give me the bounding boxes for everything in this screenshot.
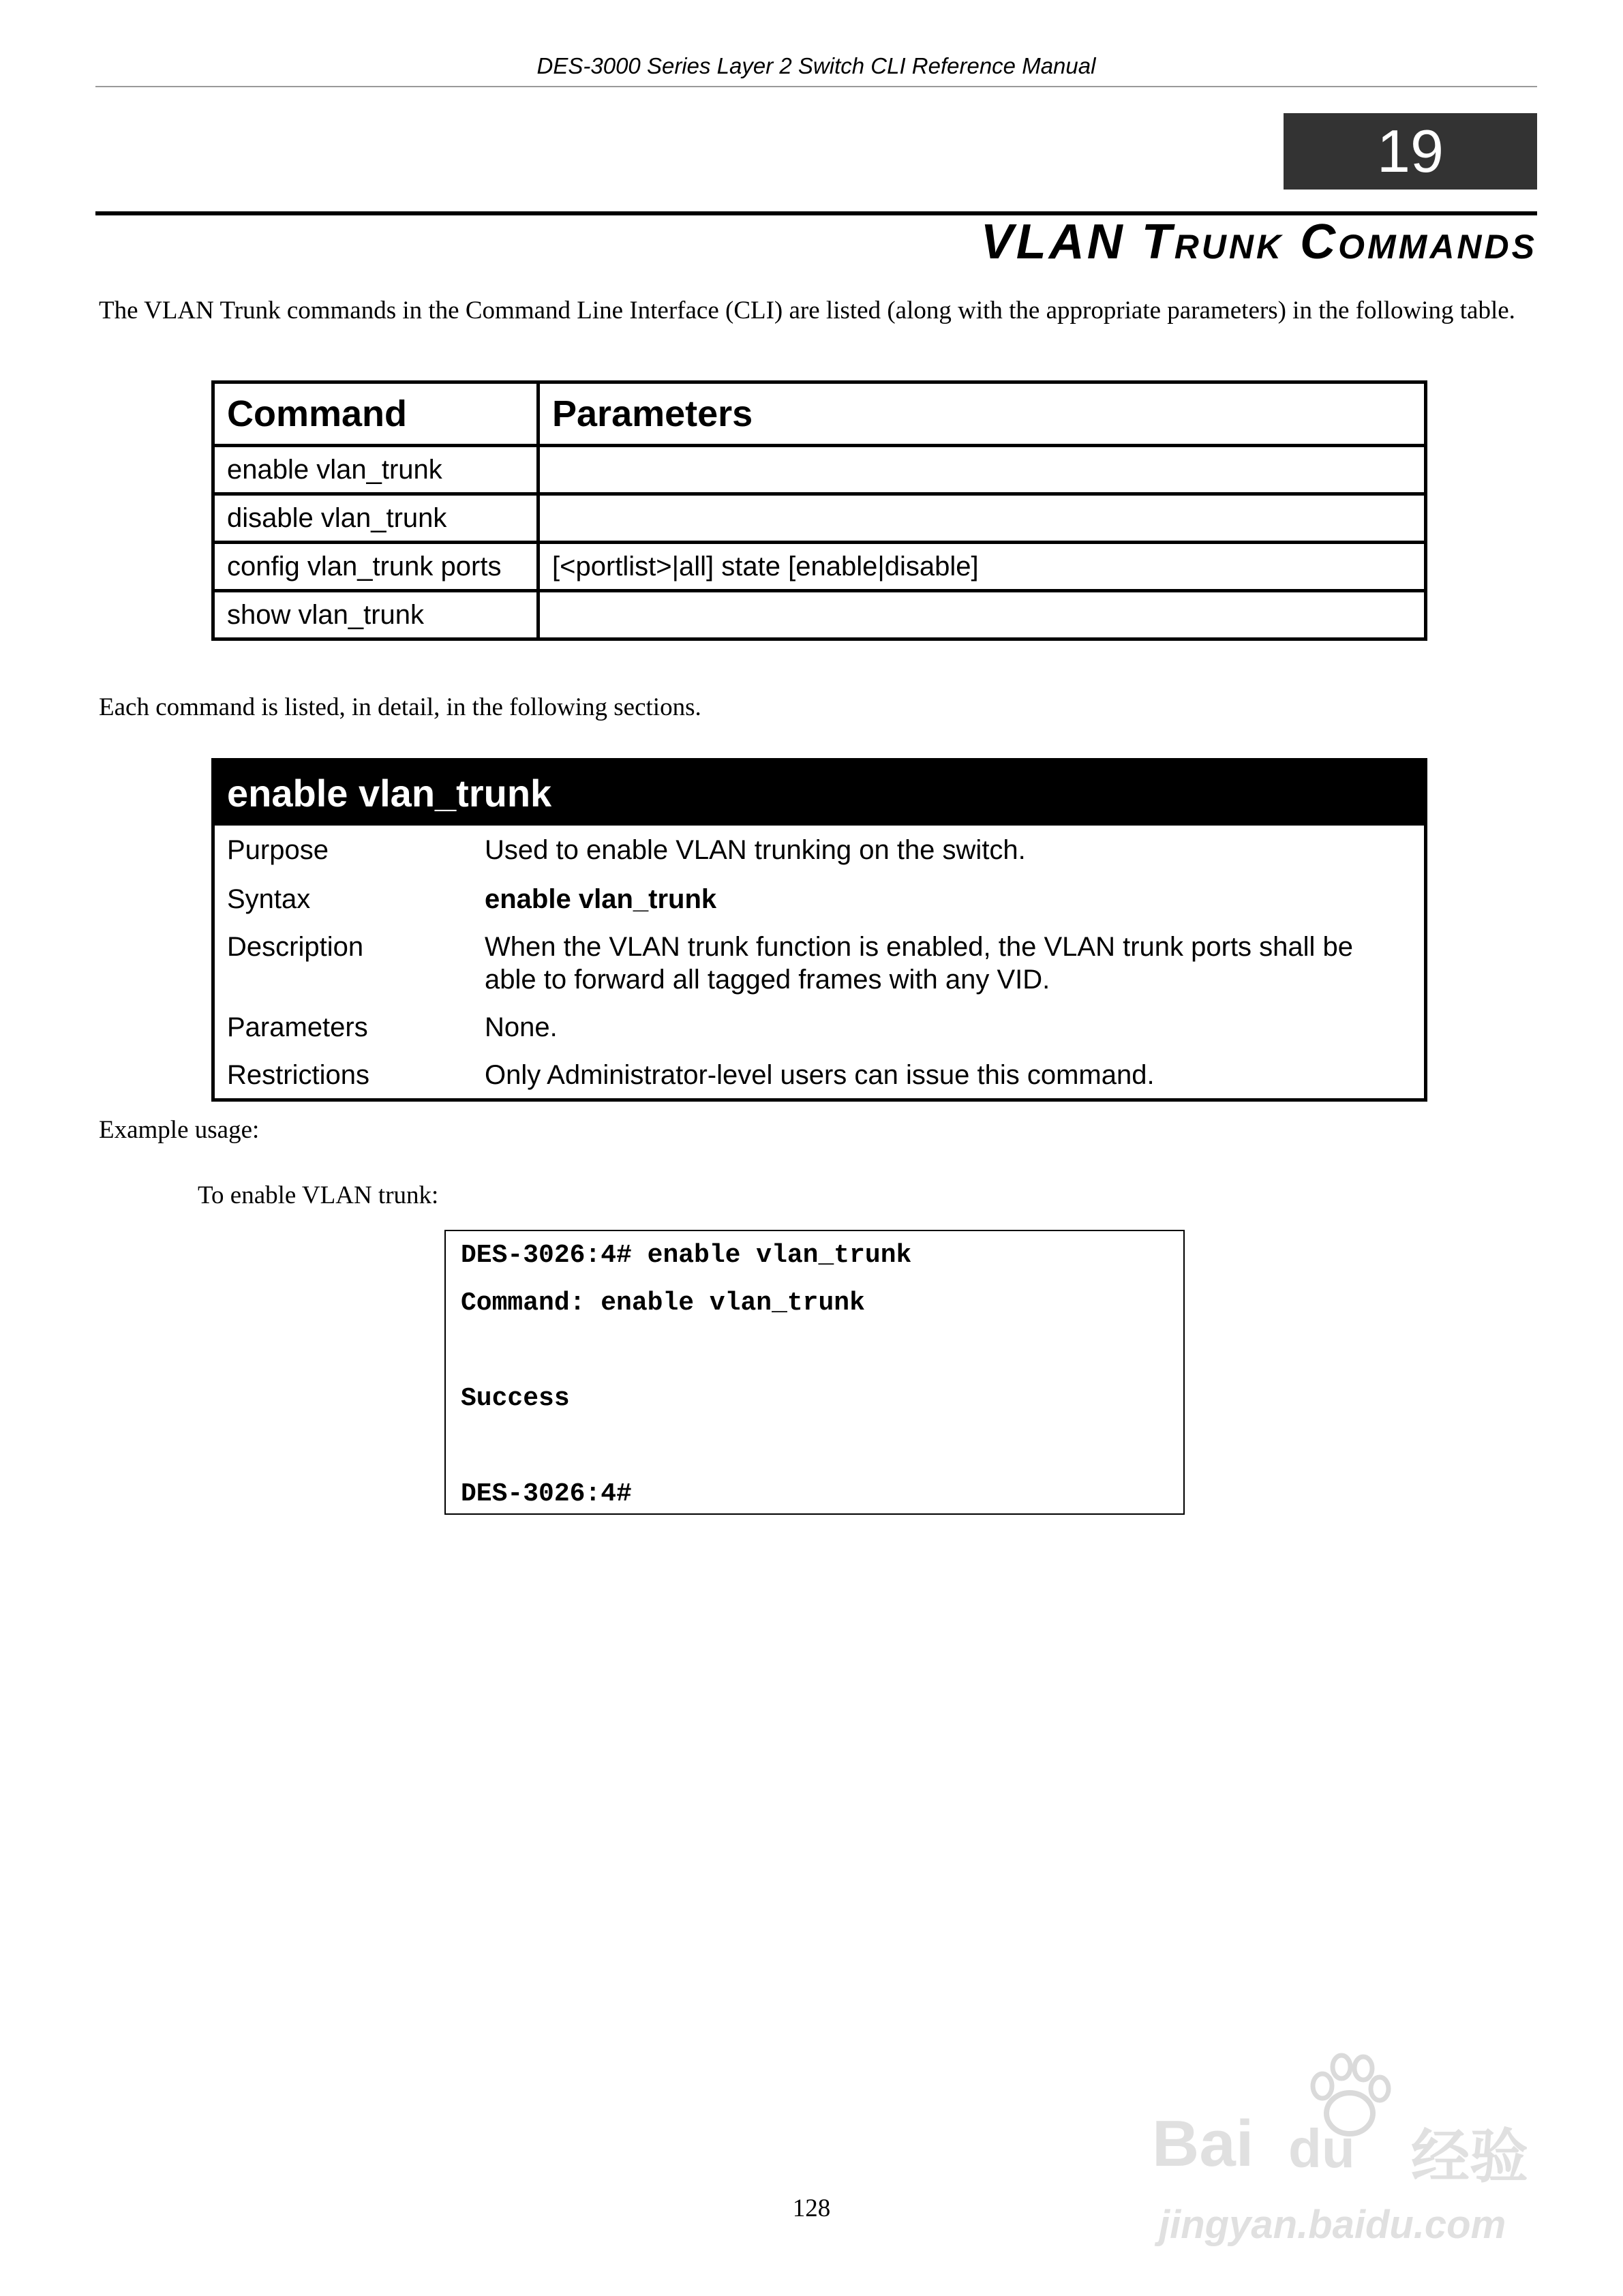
parameters-cell	[539, 494, 1426, 543]
table-row	[213, 446, 1426, 494]
command-cell: config vlan_trunk ports	[213, 543, 539, 591]
detail-key: Syntax	[227, 884, 311, 914]
intro-paragraph: The VLAN Trunk commands in the Command Line Interface (CLI) are listed (along with the appropriate parameters) in the following table.	[99, 297, 1515, 324]
detail-value: Used to enable VLAN trunking on the switch.	[485, 835, 1026, 865]
table-row	[213, 543, 1426, 591]
watermark-cn: 经验	[1411, 2124, 1528, 2190]
detail-title: enable vlan_trunk	[215, 761, 1424, 826]
code-line: Success	[461, 1384, 570, 1413]
watermark-brand-suffix: du	[1288, 2118, 1355, 2179]
detail-value: When the VLAN trunk function is enabled, the VLAN trunk ports shall be able to forward all tagged frames with any VID.	[485, 932, 1354, 995]
sections-note: Each command is listed, in detail, in the following sections.	[99, 693, 701, 721]
table-row	[213, 591, 1426, 639]
detail-value: enable vlan_trunk	[485, 884, 717, 914]
code-line: DES-3026:4# enable vlan_trunk	[461, 1241, 912, 1270]
column-header-command: Command	[213, 382, 539, 446]
detail-value: None.	[485, 1012, 558, 1042]
baidu-watermark	[1152, 2052, 1534, 2256]
header-rule	[95, 86, 1537, 87]
parameters-cell	[539, 446, 1426, 494]
parameters-cell	[539, 591, 1426, 639]
watermark-brand: Bai	[1152, 2107, 1254, 2180]
watermark-url: jingyan.baidu.com	[1159, 2203, 1506, 2247]
command-cell: show vlan_trunk	[213, 591, 539, 639]
command-table	[211, 380, 1427, 641]
detail-value: Only Administrator-level users can issue this command.	[485, 1060, 1155, 1090]
command-cell: enable vlan_trunk	[213, 446, 539, 494]
detail-key: Description	[227, 932, 364, 962]
parameters-cell: [<portlist>|all] state [enable|disable]	[539, 543, 1426, 591]
command-detail-box	[211, 758, 1427, 1102]
column-header-parameters: Parameters	[539, 382, 1426, 446]
chapter-title: VLAN Trunk Commands	[980, 215, 1537, 269]
detail-key: Parameters	[227, 1012, 368, 1042]
detail-key: Purpose	[227, 835, 329, 865]
command-cell: disable vlan_trunk	[213, 494, 539, 543]
code-line: Command: enable vlan_trunk	[461, 1288, 865, 1318]
chapter-number-box: 19	[1284, 113, 1537, 190]
code-example-box	[444, 1230, 1185, 1515]
detail-key: Restrictions	[227, 1060, 369, 1090]
example-label: Example usage:	[99, 1116, 260, 1144]
running-header: DES-3000 Series Layer 2 Switch CLI Reference Manual	[536, 53, 1096, 78]
code-line: DES-3026:4#	[461, 1479, 632, 1509]
table-header-row	[213, 382, 1426, 446]
table-row	[213, 494, 1426, 543]
page-number: 128	[792, 2194, 831, 2222]
example-caption: To enable VLAN trunk:	[198, 1181, 439, 1209]
